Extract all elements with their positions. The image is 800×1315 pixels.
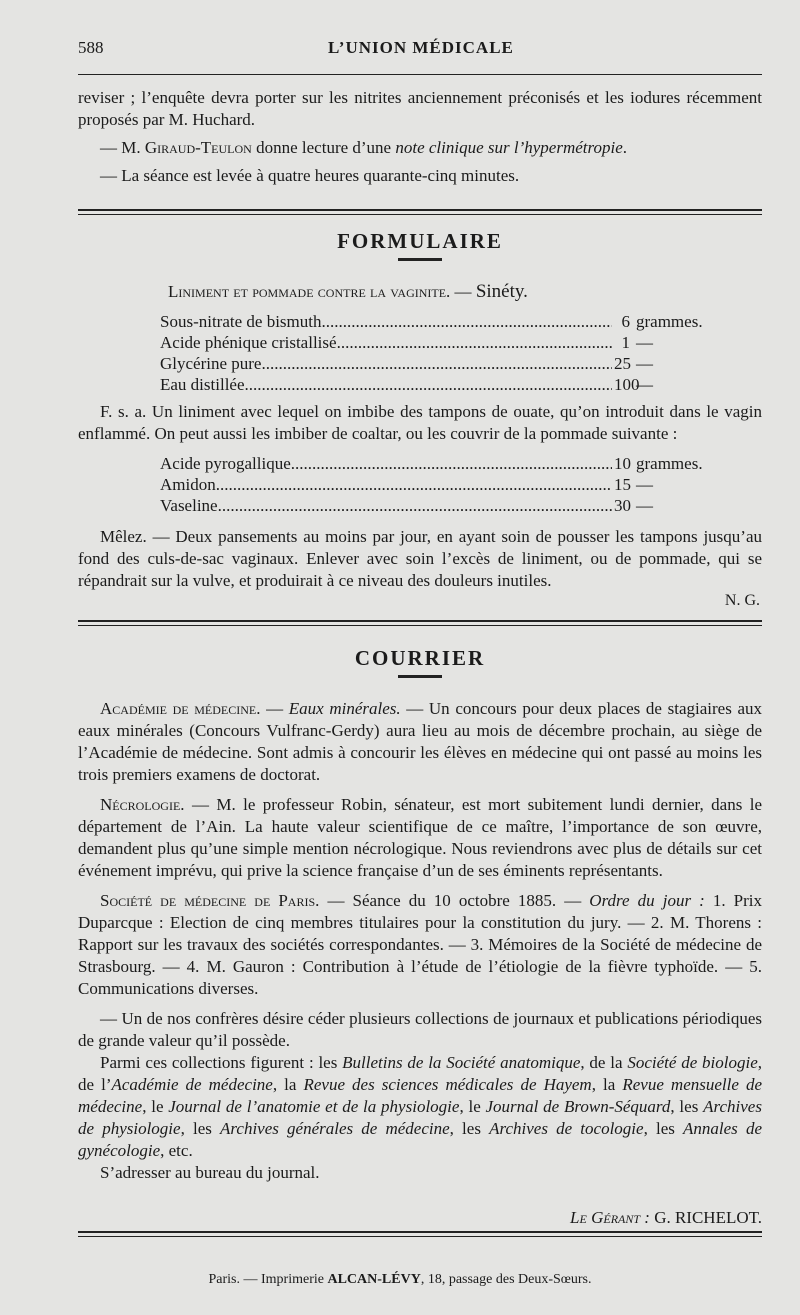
formulaire-signoff: N. G.	[724, 592, 760, 609]
recipe-author: Sinéty.	[475, 281, 528, 302]
text: , le	[459, 1097, 486, 1116]
text: , les	[643, 1119, 684, 1138]
journal-title: Archives de physiologie	[78, 1097, 762, 1138]
imprint-printer: ALCAN-LÉVY	[327, 1272, 421, 1287]
gerant-label: Le Gérant :	[570, 1208, 650, 1227]
courrier-academie	[78, 698, 762, 786]
formulaire-paragraph-2: Mêlez. — Deux pansements au moins par jour, en ayant soin de pousser les tampons jusqu’au fond des culs-de-sac vaginaux. Enlever avec soin l’excès de liniment, ou de pommade, qui se répandrait sur la vulve, et produirait à ce niveau des douleurs inutiles.	[78, 527, 762, 590]
text: , de la	[580, 1053, 628, 1072]
ingredient-name: Amidon	[160, 475, 216, 494]
recipe-row	[160, 374, 720, 395]
item-text: — Un concours pour deux places de stagiaires aux eaux minérales (Concours Vulfranc-Gerdy) aura lieu au mois de décembre prochain, au siège de l’Académie de médecine. Sont admis à concourir les élèves en médecine qui ont passé au moins les trois premiers examens de doctorat.	[78, 699, 762, 784]
recipe-row	[160, 332, 720, 353]
title-ornament	[398, 258, 442, 261]
section-divider-2	[78, 620, 762, 626]
item-text: — M. le professeur Robin, sénateur, est mort subitement lundi dernier, dans le département de l’Ain. La haute valeur scientifique de ce maître, l’importance de son œuvre, demandent plus qu’une simple mention nécrologique. Nous reviendrons avec plus de détails sur cet événement imprévu, qui prive la science française d’un de ses éminents représentants.	[78, 795, 762, 880]
courrier-section	[78, 646, 762, 1184]
journal-title: Revue des sciences médicales de Hayem	[303, 1075, 592, 1094]
intro-end: .	[622, 138, 628, 157]
ingredient-qty: 15	[614, 475, 631, 494]
journal-title: Annales de gynécologie	[78, 1119, 762, 1160]
ingredient-unit: —	[636, 475, 653, 494]
text: , les	[180, 1119, 221, 1138]
journal-title: Revue mensuelle de médecine	[78, 1075, 762, 1116]
courrier-confrere: — Un de nos confrères désire céder plusieurs collections de journaux et publications périodiques de grande valeur qu’il possède.	[78, 1009, 762, 1050]
leader-dots	[337, 332, 612, 353]
ingredient-name: Sous-nitrate de bismuth	[160, 312, 322, 331]
recipe-title	[168, 281, 762, 303]
text: , les	[449, 1119, 490, 1138]
gerant-signature	[78, 1208, 762, 1228]
ingredient-unit: —	[636, 496, 653, 515]
imprint-address: , 18, passage des Deux-Sœurs.	[420, 1272, 592, 1287]
item-text: 1. Prix Duparcque : Election de cinq membres titulaires pour la constitution du jury. — 2. M. Thorens : Rapport sur les travaux des sociétés correspondantes. — 3. Mémoires de la Société de médecine de Strasbourg. — 4. M. Gauron : Contribution à l’étude de l’étiologie de la fièvre typhoïde. — 5. Communications diverses.	[78, 891, 763, 998]
item-italic: Eaux minérales.	[288, 699, 401, 718]
formulaire-section	[78, 229, 762, 610]
leader-dots	[291, 453, 612, 474]
journal-title: Bulletins de la Société anatomique	[342, 1053, 581, 1072]
item-label: Académie de médecine. —	[100, 699, 284, 718]
imprint-text: Paris. — Imprimerie	[208, 1272, 328, 1287]
item-italic: Ordre du jour :	[589, 891, 705, 910]
ingredient-qty: 10	[614, 454, 631, 473]
journal-title: Journal de Brown-Séquard	[485, 1097, 671, 1116]
page-number: 588	[78, 38, 104, 57]
intro-italic: note clinique sur l’hypermétropie	[395, 138, 623, 157]
courrier-collections	[78, 1052, 762, 1162]
leader-dots	[216, 474, 612, 495]
journal-title: Journal de l’anatomie et de la physiologie	[168, 1097, 460, 1116]
intro-paragraph-1: reviser ; l’enquête devra porter sur les nitrites anciennement préconisés et les iodures récemment proposés par M. Huchard.	[78, 88, 762, 129]
item-text: — Séance du 10 octobre 1885. —	[319, 891, 590, 910]
leader-dots	[245, 374, 612, 395]
intro-paragraph-3: — La séance est levée à quatre heures quarante-cinq minutes.	[100, 166, 520, 185]
recipe-row	[160, 474, 720, 495]
running-title: L’UNION MÉDICALE	[328, 38, 514, 57]
text: , etc.	[160, 1141, 193, 1160]
ingredient-name: Acide phénique cristallisé	[160, 333, 337, 352]
ingredient-unit: grammes.	[636, 454, 703, 473]
ingredient-name: Glycérine pure	[160, 354, 262, 373]
item-label: Nécrologie.	[100, 795, 185, 814]
ingredient-name: Eau distillée	[160, 375, 245, 394]
ingredient-qty: 6	[621, 312, 630, 331]
section-divider-1	[78, 209, 762, 215]
gerant-name: G. RICHELOT.	[649, 1208, 762, 1227]
recipe-list-2	[160, 453, 720, 516]
recipe-row	[160, 453, 720, 474]
leader-dots	[261, 353, 612, 374]
courrier-societe	[78, 890, 762, 1000]
journal-title: Archives générales de médecine	[220, 1119, 450, 1138]
ingredient-unit: —	[636, 375, 653, 394]
recipe-row	[160, 495, 720, 516]
ingredient-qty: 30	[614, 496, 631, 515]
journal-title: Archives de tocologie	[489, 1119, 644, 1138]
ingredient-qty: 1	[621, 333, 630, 352]
ingredient-unit: —	[636, 354, 653, 373]
page-header	[78, 38, 762, 72]
text: Parmi ces collections figurent : les	[100, 1053, 343, 1072]
intro-paragraph-2	[78, 137, 762, 159]
journal-title: Société de biologie	[627, 1053, 758, 1072]
imprint-footer	[0, 1272, 800, 1288]
text: , les	[670, 1097, 704, 1116]
ingredient-name: Vaseline	[160, 496, 218, 515]
recipe-row	[160, 353, 720, 374]
title-ornament	[398, 675, 442, 678]
leader-dots	[218, 495, 612, 516]
recipe-row	[160, 311, 720, 332]
footer-rule	[78, 1231, 762, 1237]
ingredient-qty: 100	[614, 375, 640, 394]
text: , le	[142, 1097, 169, 1116]
ingredient-name: Acide pyrogallique	[160, 454, 291, 473]
text: , la	[591, 1075, 623, 1094]
courrier-adresse: S’adresser au bureau du journal.	[100, 1163, 320, 1182]
leader-dots	[321, 311, 612, 332]
intro-text: donne lecture d’une	[251, 138, 396, 157]
text: , de l’	[78, 1053, 763, 1094]
ingredient-qty: 25	[614, 354, 631, 373]
intro-speaker: — M. Giraud-Teulon	[100, 138, 252, 157]
formulaire-paragraph-1: F. s. a. Un liniment avec lequel on imbibe des tampons de ouate, qu’on introduit dans le vagin enflammé. On peut aussi les imbiber de coaltar, ou les couvrir de la pommade suivante :	[78, 402, 762, 443]
formulaire-title: FORMULAIRE	[337, 229, 503, 253]
item-label: Société de médecine de Paris.	[100, 891, 320, 910]
ingredient-unit: —	[636, 333, 653, 352]
text: , la	[272, 1075, 304, 1094]
courrier-necrologie	[78, 794, 762, 882]
recipe-list-1	[160, 311, 720, 395]
intro-section	[78, 87, 762, 187]
ingredient-unit: grammes.	[636, 312, 703, 331]
courrier-title: COURRIER	[354, 646, 486, 670]
header-rule	[78, 74, 762, 75]
journal-title: Académie de médecine	[111, 1075, 273, 1094]
recipe-heading: Liniment et pommade contre la vaginite. —	[168, 282, 472, 301]
